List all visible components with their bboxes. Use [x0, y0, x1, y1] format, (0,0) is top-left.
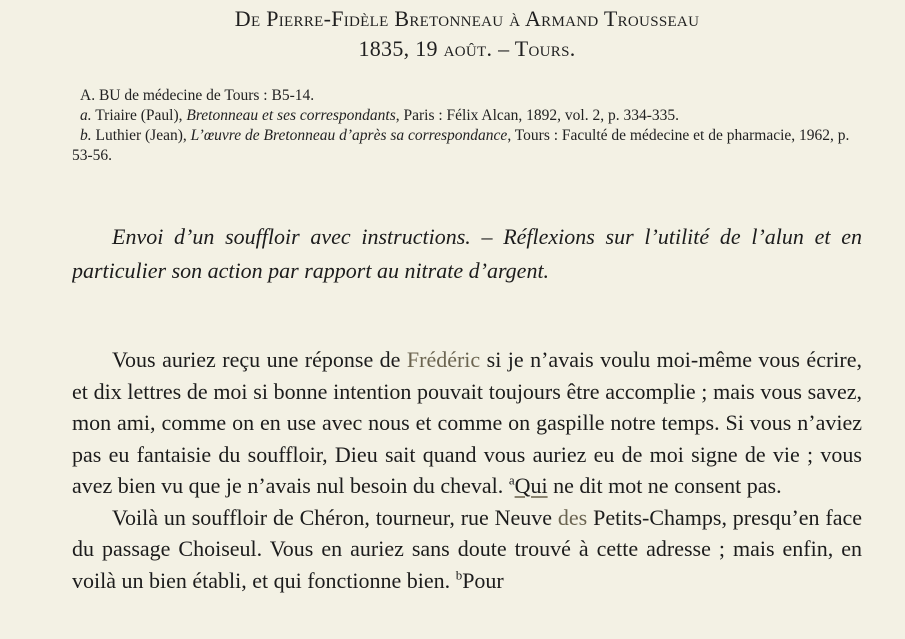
heading-date-place: 1835, 19 août. – Tours.: [358, 36, 576, 61]
source-a-title: Bretonneau et ses correspondants: [186, 107, 396, 124]
p1-text-start: Vous auriez reçu une réponse de: [112, 347, 407, 372]
source-A-tag: A.: [80, 87, 96, 104]
p2-text-middle: Petits-Champs, presqu’en face du passage Choiseul. Vous en auriez sans doute trouvé à cette adresse ; mais enfin, en voilà un bien établi, et qui fonctionne bien.: [72, 504, 862, 593]
letter-summary: Envoi d’un souffloir avec instructions. – Réflexions sur l’utilité de l’alun et en particulier son action par rapport au nitrate d’argent.: [72, 224, 862, 283]
source-b-title: L’œuvre de Bretonneau d’après sa correspondance: [190, 127, 508, 144]
p2-text-start: Voilà un souffloir de Chéron, tourneur, rue Neuve: [112, 504, 558, 530]
source-a-rest: , Paris : Félix Alcan, 1892, vol. 2, p. 334-335.: [395, 107, 680, 124]
person-name-link[interactable]: Frédéric: [406, 347, 481, 372]
p1-text-middle: si je n’avais voulu moi-même vous écrire, et dix lettres de moi si bonne intention pouvait toujours être accomplie ; mais vous savez, mon ami, comme on en use avec nous et comme on gaspille notre temps. Si vous n’aviez pas eu fantaisie du souffloir, Dieu sait quand vous auriez eu de moi signe de vie ; vous avez bien vu que je n’avais nul besoin du cheval.: [72, 347, 862, 498]
source-b-rest: , Tours : Faculté de médecine et de pharmacie, 1962, p. 53-56.: [72, 127, 850, 164]
footnote-marker-a[interactable]: a: [508, 472, 515, 488]
source-b-tag: b.: [80, 127, 92, 144]
sources-list: [72, 86, 862, 166]
source-a-tag: a.: [80, 107, 92, 124]
source-A-text: BU de médecine de Tours : B5-14.: [98, 87, 315, 104]
annotated-word-des[interactable]: des: [557, 504, 588, 530]
source-a-author: Triaire (Paul),: [95, 107, 183, 124]
source-a: [72, 106, 862, 126]
page-content: [72, 0, 862, 639]
source-A: [72, 86, 862, 106]
letter-body: [72, 344, 862, 596]
footnote-marker-b[interactable]: b: [455, 567, 463, 583]
annotated-word-qui[interactable]: Qui: [514, 473, 548, 498]
p1-text-end: ne dit mot ne consent pas.: [547, 473, 782, 498]
p2-text-end: Pour: [462, 567, 504, 593]
paragraph-2: [72, 502, 862, 597]
letter-heading: [72, 4, 862, 64]
paragraph-1: [72, 344, 862, 502]
source-b: [72, 126, 862, 166]
heading-correspondents: De Pierre-Fidèle Bretonneau à Armand Trousseau: [234, 6, 700, 31]
source-b-author: Luthier (Jean),: [95, 127, 187, 144]
